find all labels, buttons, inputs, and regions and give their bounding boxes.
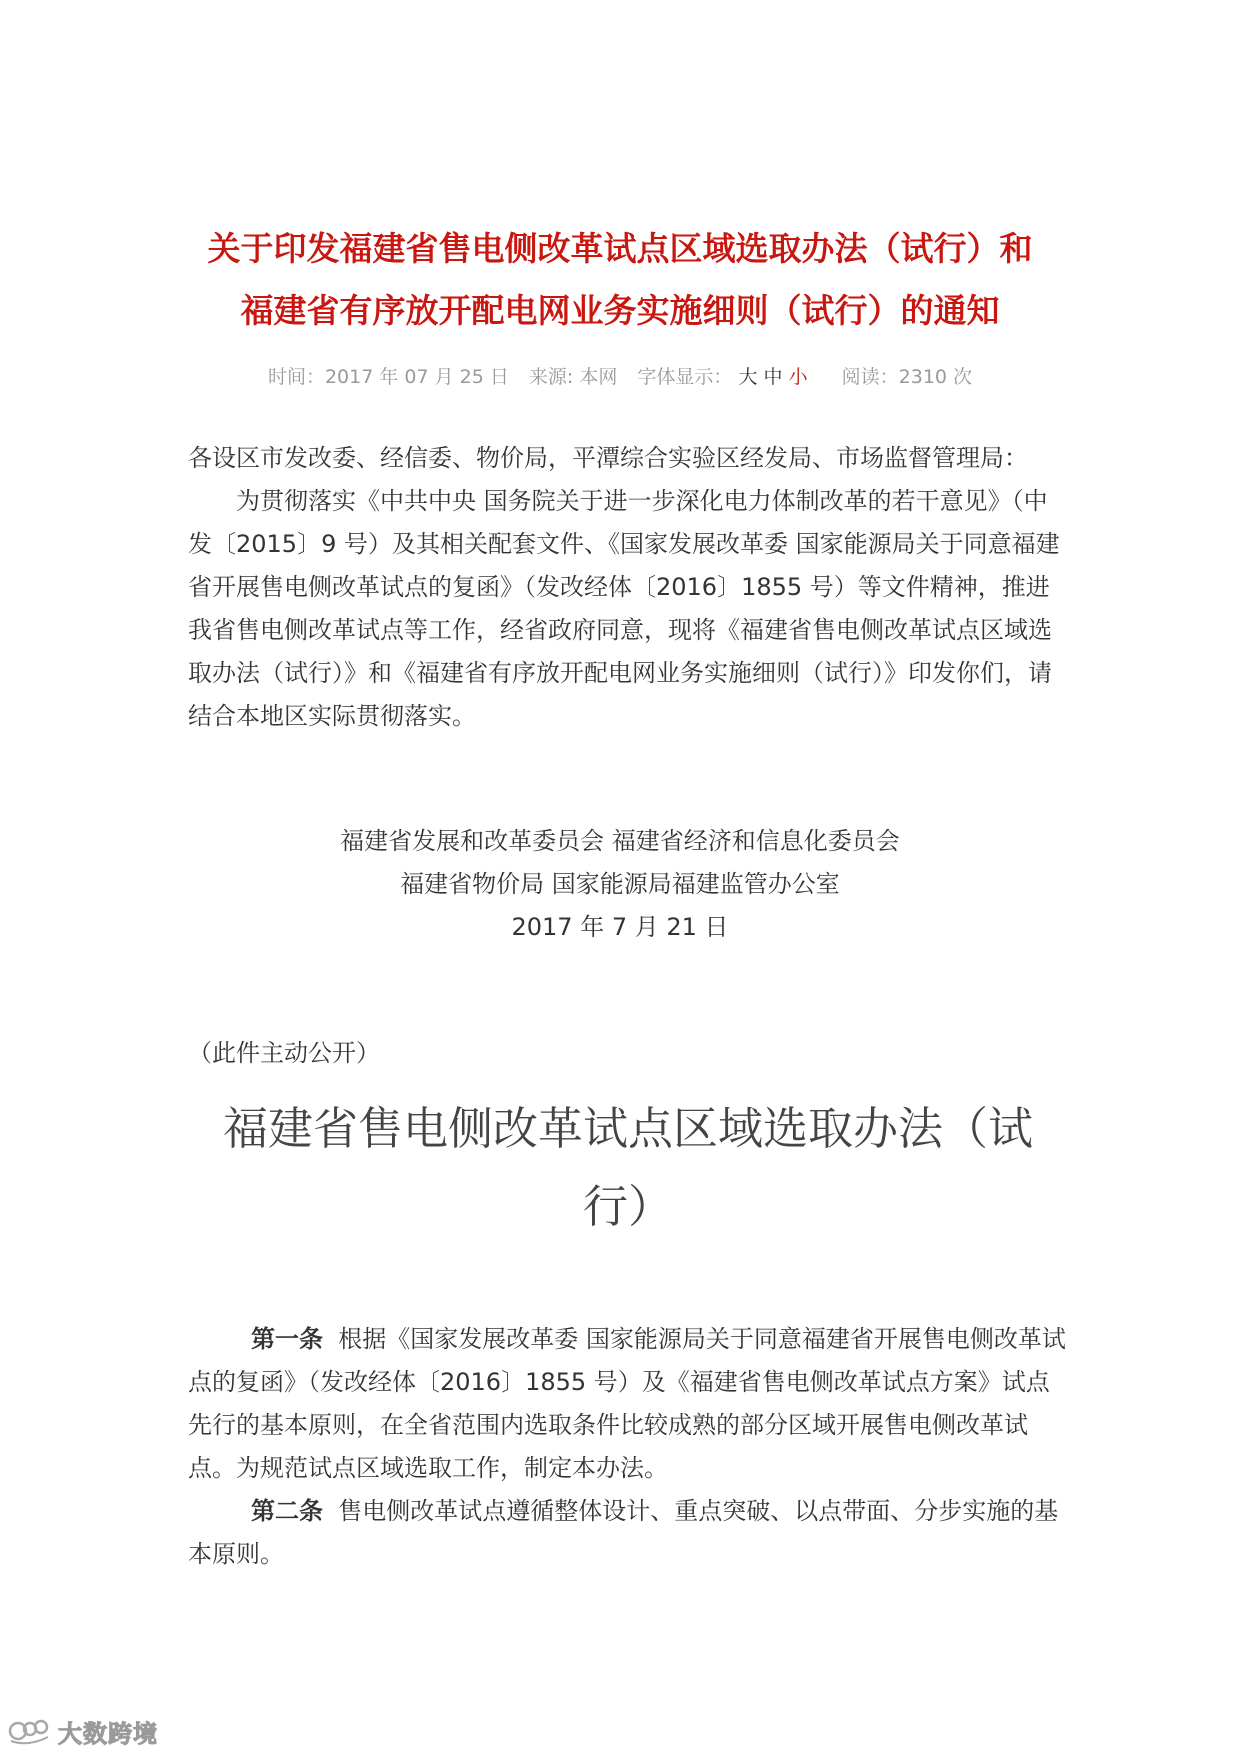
notice-paragraph: 为贯彻落实《中共中央 国务院关于进一步深化电力体制改革的若干意见》（中发〔2015〕9 号）及其相关配套文件、《国家发展改革委 国家能源局关于同意福建省开展售电侧改革试点的复函》（发改经体〔2016〕1855 号）等文件精神，推进我省售电侧改革试点等工作，经省政府同意，现将《福建省售电侧改革试点区域选取办法（试行）》和《福建省有序放开配电网业务实施细则（试行）》印发你们，请结合本地区实际贯彻落实。 xyxy=(188,487,1060,730)
font-size-large-button[interactable]: 大 xyxy=(738,366,758,388)
document-title xyxy=(188,1090,1068,1246)
watermark xyxy=(8,1716,158,1746)
disclosure-note: （此件主动公开） xyxy=(188,1039,380,1067)
document-title-line-2: 行） xyxy=(582,1180,673,1233)
notice-title xyxy=(140,218,1100,342)
font-size-small-button[interactable]: 小 xyxy=(788,366,808,388)
salutation: 各设区市发改委、经信委、物价局，平潭综合实验区经发局、市场监督管理局： xyxy=(188,444,1028,472)
signer-line-1: 福建省发展和改革委员会 福建省经济和信息化委员会 xyxy=(340,827,900,855)
article-2 xyxy=(188,1490,1068,1576)
article-1 xyxy=(188,1318,1068,1490)
article-1-text: 根据《国家发展改革委 国家能源局关于同意福建省开展售电侧改革试点的复函》（发改经体〔2016〕1855 号）及《福建省售电侧改革试点方案》试点先行的基本原则，在全省范围内选取条件比较成熟的部分区域开展售电侧改革试点。为规范试点区域选取工作，制定本办法。 xyxy=(188,1325,1066,1482)
signer-line-2: 福建省物价局 国家能源局福建监管办公室 xyxy=(400,870,840,898)
signatories xyxy=(140,820,1100,949)
article-meta xyxy=(140,362,1100,389)
signing-date: 2017 年 7 月 21 日 xyxy=(511,913,729,941)
document-title-line-1: 福建省售电侧改革试点区域选取办法（试 xyxy=(222,1102,1033,1155)
article-2-text: 售电侧改革试点遵循整体设计、重点突破、以点带面、分步实施的基本原则。 xyxy=(188,1497,1059,1568)
notice-title-line-2: 福建省有序放开配电网业务实施细则（试行）的通知 xyxy=(240,291,1000,330)
article-1-label: 第一条 xyxy=(251,1325,323,1353)
article-source: 来源: 本网 xyxy=(528,366,618,388)
font-size-medium-button[interactable]: 中 xyxy=(763,366,783,388)
read-count: 阅读：2310 次 xyxy=(841,366,973,388)
font-size-label: 字体显示： xyxy=(637,366,733,388)
watermark-text: 大数跨境 xyxy=(58,1719,158,1748)
publish-time: 时间：2017 年 07 月 25 日 xyxy=(267,366,509,388)
notice-title-line-1: 关于印发福建省售电侧改革试点区域选取办法（试行）和 xyxy=(207,229,1033,268)
article-2-label: 第二条 xyxy=(251,1497,323,1525)
logo-icon xyxy=(8,1717,52,1745)
